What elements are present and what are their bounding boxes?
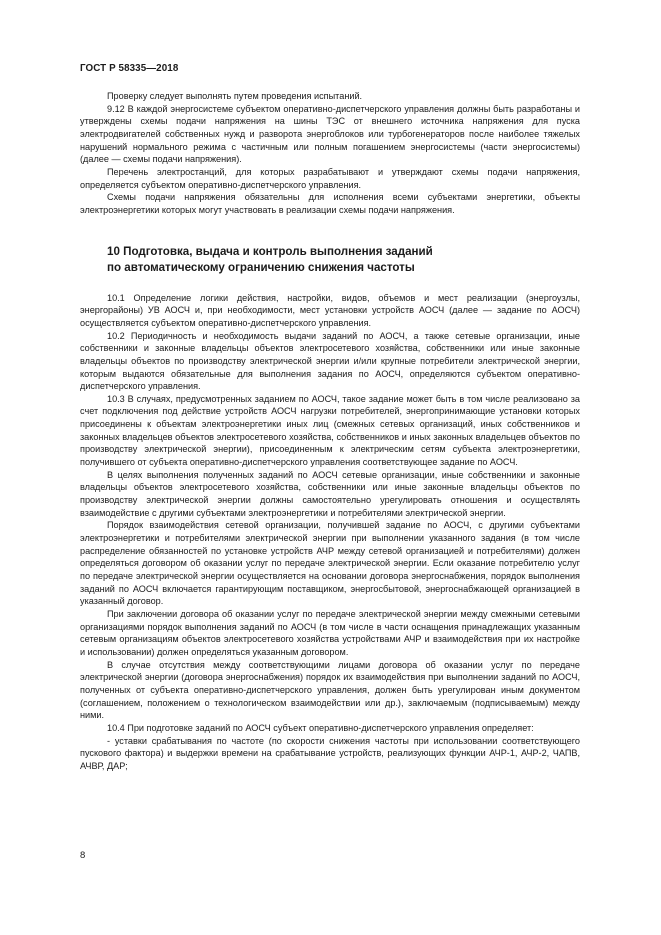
section-heading-line: 10 Подготовка, выдача и контроль выполнения заданий [107,244,433,258]
paragraph: Порядок взаимодействия сетевой организации, получившей задание по АОСЧ, с другими субъектами электроэнергетики и потребителями электрической энергии при выполнении указанного задания (в том числе распределение обязанностей по установке устройств АЧР между сетевой организацией и потребителями) должен определяться договором об оказании услуг по передаче электрической энергии. Если оказание потребителю услуг по передаче электрической энергии осуществляется на основании договора энергоснабжения, порядок выполнения заданий по АОСЧ включается гарантирующим поставщиком, энергосбытовой, энергоснабжающей организацией в указанный договор. [80,520,580,607]
paragraph: Проверку следует выполнять путем проведения испытаний. [107,91,363,101]
paragraph: В случае отсутствия между соответствующими лицами договора об оказании услуг по передаче электрической энергии (договора энергоснабжения) порядок их взаимодействия при выполнении заданий по АОСЧ, полученных от субъекта оперативно-диспетчерского управления, должен быть урегулирован иным документом (соглашением, положением о технологическом взаимодействии или др.), заключаемым (подписываемым) между ними. [80,659,580,721]
paragraph: В целях выполнения полученных заданий по АОСЧ сетевые организации, иные собственники и законные владельцы объектов электросетевого хозяйства, собственники или иные законные владельцы объектов по производству электрической энергии должны самостоятельно урегулировать отношения и осуществлять взаимодействие с другими субъектами электроэнергетики и потребителями электрической энергии. [80,469,580,518]
standard-designation: ГОСТ Р 58335—2018 [80,63,179,74]
paragraph: Перечень электростанций, для которых разрабатывают и утверждают схемы подачи напряжения, определяется субъектом оперативно-диспетчерского управления. [80,166,580,190]
paragraph: 10.2 Периодичность и необходимость выдачи заданий по АОСЧ, а также сетевые организации, иные собственники и законные владельцы объектов электросетевого хозяйства, собственники или иные законные владельцы объектов по производству электрической энергии и/или крупные потребители электрической энергии, которым выдаются обязательные для выполнения задания по АОСЧ, определяются субъектом оперативно-диспетчерского управления. [80,330,580,392]
page-number: 8 [80,850,86,861]
list-item: - уставки срабатывания по частоте (по скорости снижения частоты при использовании соответствующего пускового фактора) и выдержки времени на срабатывание устройств, реализующих функции АЧР-1, АЧР-2, ЧАПВ, АЧВР, ДАР; [80,735,580,771]
document-body [80,90,580,773]
paragraph: 10.4 При подготовке заданий по АОСЧ субъект оперативно-диспетчерского управления определяет: [107,722,534,733]
paragraph: При заключении договора об оказании услуг по передаче электрической энергии между смежными сетевыми организациями порядок выполнения заданий по АОСЧ (в том числе в части оснащения принадлежащих указанным сетевым организациям объектов электросетевого хозяйства устройствами АЧР и взаимодействия при их настройке и использовании) должен определяться указанным договором. [80,608,580,657]
paragraph: 9.12 В каждой энергосистеме субъектом оперативно-диспетчерского управления должны быть разработаны и утверждены схемы подачи напряжения на шины ТЭС от внешнего источника напряжения для пуска электродвигателей собственных нужд и разворота энергоблоков или турбогенераторов после наиболее тяжелых нарушений нормального режима с частичным или полным погашением энергосистемы (части энергосистемы) (далее — схемы подачи напряжения). [80,103,580,165]
paragraph: 10.3 В случаях, предусмотренных заданием по АОСЧ, такое задание может быть в том числе реализовано за счет подключения под действие устройств АОСЧ нагрузки потребителей, энергопринимающие установки которых присоединены к объектам электроэнергетики иных лиц (смежных сетевых организаций, иных собственников и законных владельцев объектов электросетевого хозяйства, собственников и иных законных владельцев объектов по производству электрической энергии), присоединенным к электрическим сетям субъекта электроэнергетики, получившего от субъекта оперативно-диспетчерского управления соответствующее задание по АОСЧ. [80,393,580,468]
paragraph: Схемы подачи напряжения обязательны для исполнения всеми субъектами энергетики, объекты электроэнергетики которых могут участвовать в реализации схемы подачи напряжения. [80,192,580,215]
section-heading-line: по автоматическому ограничению снижения частоты [107,261,415,275]
section-heading [80,244,580,277]
paragraph: 10.1 Определение логики действия, настройки, видов, объемов и мест реализации (энергоузлы, энергорайоны) УВ АОСЧ и, при необходимости, мест установки устройств АОСЧ (далее — задание по АОСЧ) осуществляется субъектом оперативно-диспетчерского управления. [80,292,580,328]
